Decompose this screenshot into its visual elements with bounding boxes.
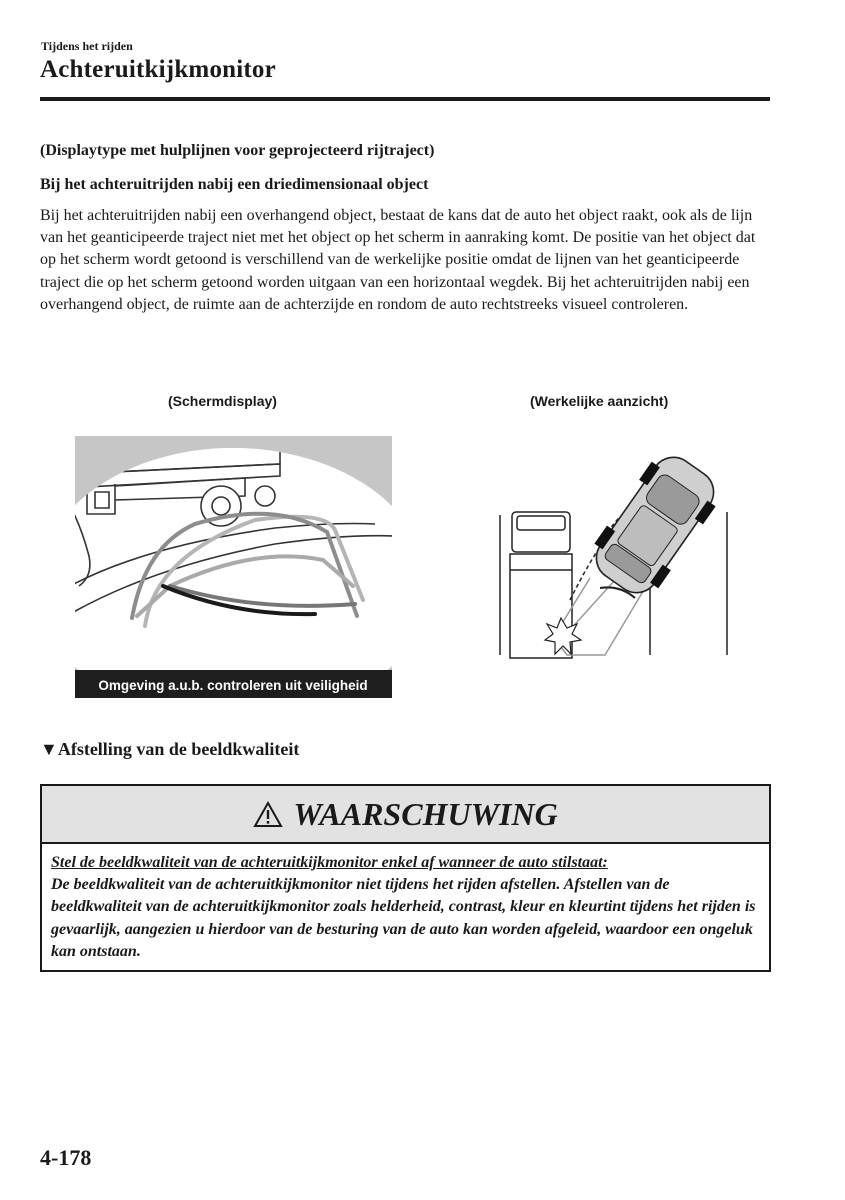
figure-caption-actual: (Werkelijke aanzicht): [530, 393, 669, 409]
screen-display-figure: [75, 436, 392, 698]
body-paragraph: Bij het achteruitrijden nabij een overhangend object, bestaat de kans dat de auto het object raakt, ook als de lijn van het geanticipeerde traject niet met het object op het scherm in aanraking komt. De positie van het object dat op het scherm wordt getoond is verschillend van de werkelijke positie omdat de lijnen van het geanticipeerde traject die op het scherm getoond worden uitgaan van een horizontaal wegdek. Bij het achteruitrijden nabij een overhangend object, de ruimte aan de achterzijde en rondom de auto rechtstreeks visueel controleren.: [40, 207, 756, 313]
triangle-down-icon: ▼: [40, 739, 58, 759]
figure-caption-screen: (Schermdisplay): [168, 393, 277, 409]
warning-triangle-icon: [253, 801, 283, 828]
title-rule: [40, 97, 770, 101]
adjustment-heading: [40, 739, 299, 760]
display-type-heading: (Displaytype met hulplijnen voor geprojecteerd rijtraject): [40, 142, 435, 159]
section-label: Tijdens het rijden: [41, 39, 133, 53]
warning-body: [42, 844, 769, 963]
adjustment-heading-text: Afstelling van de beeldkwaliteit: [57, 739, 300, 759]
screen-banner-text: Omgeving a.u.b. controleren uit veiligheid: [98, 678, 368, 693]
warning-text: De beeldkwaliteit van de achteruitkijkmonitor niet tijdens het rijden afstellen. Afstellen van de beeldkwaliteit van de achteruitkijkmonitor zoals helderheid, contrast, kleur en kleurtint tijdens het rijden is gevaarlijk, aangezien u hierdoor van de besturing van de auto kan worden afgeleid, waardoor een ongeluk kan ontstaan.: [51, 876, 756, 960]
warning-title: WAARSCHUWING: [293, 795, 558, 832]
warning-first-line: Stel de beeldkwaliteit van de achteruitkijkmonitor enkel af wanneer de auto stilstaat:: [51, 854, 608, 871]
actual-view-figure: [495, 450, 735, 665]
warning-header: [42, 786, 769, 844]
warning-box: [40, 784, 771, 972]
page-title: Achteruitkijkmonitor: [40, 56, 276, 83]
subheading: Bij het achteruitrijden nabij een driedimensionaal object: [40, 176, 429, 193]
page-number: 4-178: [40, 1145, 92, 1170]
